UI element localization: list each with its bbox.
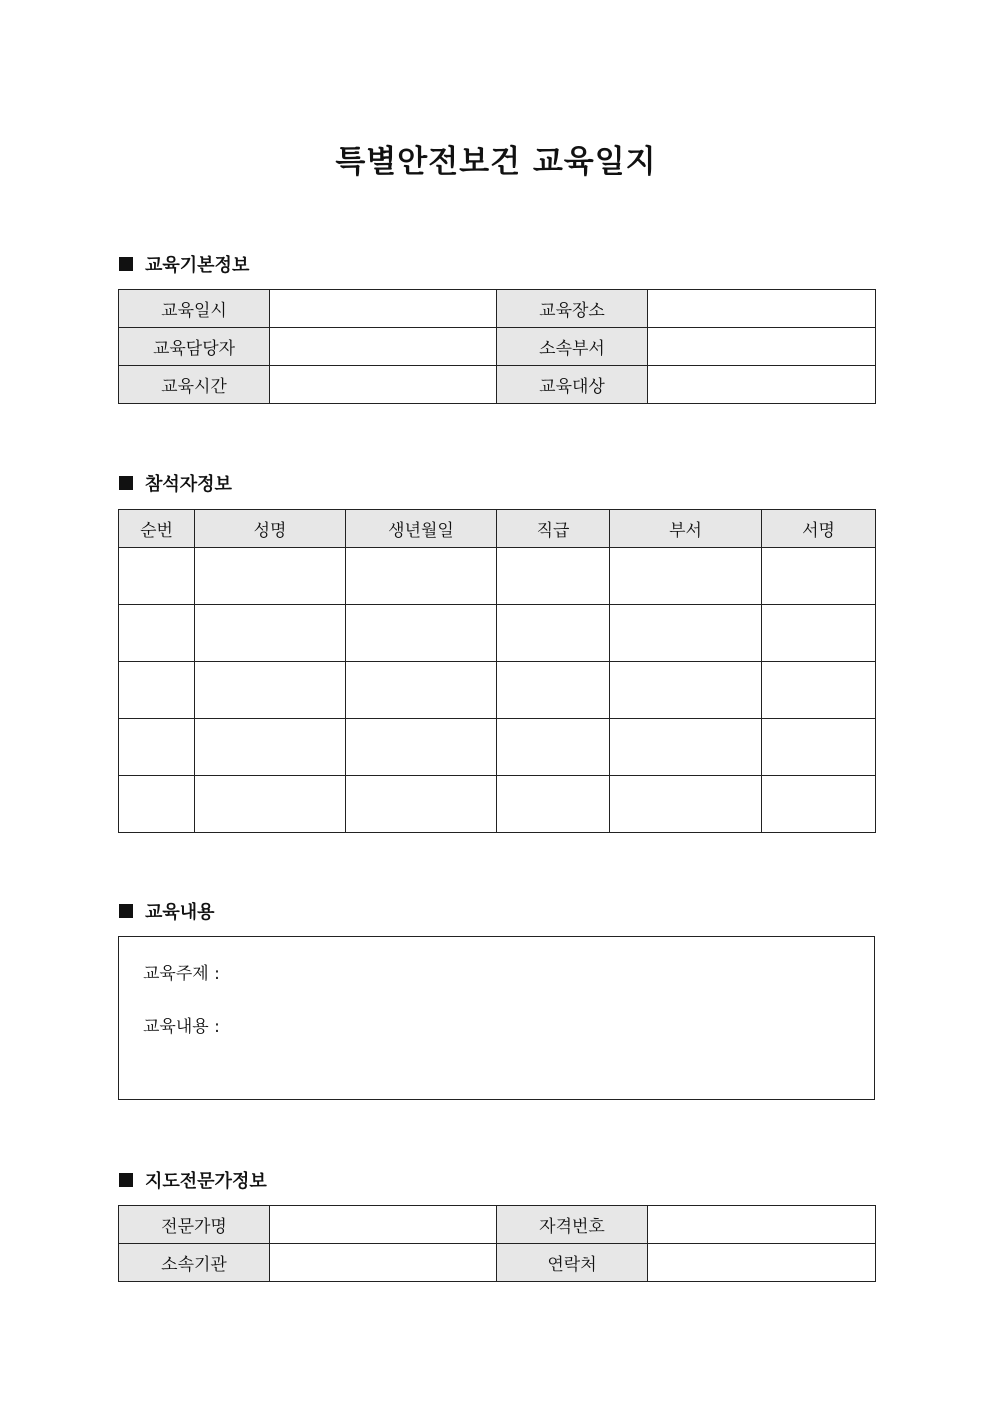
label-edu-target: 교육대상 bbox=[497, 366, 648, 404]
cell-name[interactable] bbox=[195, 719, 346, 776]
header-birthdate: 생년월일 bbox=[346, 510, 497, 548]
cell-department[interactable] bbox=[610, 662, 762, 719]
label-edu-time: 교육시간 bbox=[119, 366, 270, 404]
label-department: 소속부서 bbox=[497, 328, 648, 366]
table-row bbox=[119, 719, 876, 776]
table-row bbox=[119, 776, 876, 833]
field-expert-name[interactable] bbox=[270, 1206, 497, 1244]
section-content-title: 교육내용 bbox=[145, 902, 215, 923]
table-row bbox=[119, 290, 876, 328]
label-edu-datetime: 교육일시 bbox=[119, 290, 270, 328]
section-attendees-title: 참석자정보 bbox=[145, 474, 232, 495]
label-contact: 연락처 bbox=[497, 1244, 648, 1282]
content-box[interactable] bbox=[118, 936, 875, 1100]
cell-birthdate[interactable] bbox=[346, 776, 497, 833]
cell-position[interactable] bbox=[497, 548, 610, 605]
basic-info-table bbox=[118, 289, 876, 404]
cell-birthdate[interactable] bbox=[346, 719, 497, 776]
cell-position[interactable] bbox=[497, 662, 610, 719]
cell-position[interactable] bbox=[497, 605, 610, 662]
header-signature: 서명 bbox=[762, 510, 876, 548]
section-expert-title: 지도전문가정보 bbox=[145, 1171, 267, 1192]
field-department[interactable] bbox=[648, 328, 876, 366]
attendees-table bbox=[118, 509, 876, 833]
cell-number[interactable] bbox=[119, 776, 195, 833]
field-edu-place[interactable] bbox=[648, 290, 876, 328]
table-row bbox=[119, 1206, 876, 1244]
field-license-number[interactable] bbox=[648, 1206, 876, 1244]
square-bullet-icon bbox=[119, 1173, 133, 1187]
table-row bbox=[119, 328, 876, 366]
square-bullet-icon bbox=[119, 257, 133, 271]
header-position: 직급 bbox=[497, 510, 610, 548]
table-header-row bbox=[119, 510, 876, 548]
table-row bbox=[119, 605, 876, 662]
label-license-number: 자격번호 bbox=[497, 1206, 648, 1244]
field-edu-manager[interactable] bbox=[270, 328, 497, 366]
header-department: 부서 bbox=[610, 510, 762, 548]
section-basic-info-header bbox=[119, 251, 249, 277]
cell-signature[interactable] bbox=[762, 662, 876, 719]
section-attendees-header bbox=[119, 470, 232, 496]
cell-number[interactable] bbox=[119, 548, 195, 605]
cell-name[interactable] bbox=[195, 605, 346, 662]
content-label: 교육내용 : bbox=[143, 1017, 220, 1037]
section-expert-header bbox=[119, 1167, 267, 1193]
cell-signature[interactable] bbox=[762, 605, 876, 662]
label-expert-name: 전문가명 bbox=[119, 1206, 270, 1244]
document-title: 특별안전보건 교육일지 bbox=[335, 144, 657, 180]
cell-name[interactable] bbox=[195, 548, 346, 605]
label-edu-manager: 교육담당자 bbox=[119, 328, 270, 366]
cell-number[interactable] bbox=[119, 605, 195, 662]
section-basic-info-title: 교육기본정보 bbox=[145, 255, 250, 276]
header-name: 성명 bbox=[195, 510, 346, 548]
cell-department[interactable] bbox=[610, 776, 762, 833]
cell-birthdate[interactable] bbox=[346, 548, 497, 605]
cell-signature[interactable] bbox=[762, 776, 876, 833]
section-content-header bbox=[119, 898, 215, 924]
field-contact[interactable] bbox=[648, 1244, 876, 1282]
table-row bbox=[119, 1244, 876, 1282]
cell-position[interactable] bbox=[497, 719, 610, 776]
topic-label: 교육주제 : bbox=[143, 964, 220, 984]
cell-department[interactable] bbox=[610, 548, 762, 605]
field-affiliation[interactable] bbox=[270, 1244, 497, 1282]
header-number: 순번 bbox=[119, 510, 195, 548]
cell-name[interactable] bbox=[195, 662, 346, 719]
cell-signature[interactable] bbox=[762, 719, 876, 776]
label-edu-place: 교육장소 bbox=[497, 290, 648, 328]
cell-position[interactable] bbox=[497, 776, 610, 833]
field-edu-time[interactable] bbox=[270, 366, 497, 404]
table-row bbox=[119, 548, 876, 605]
square-bullet-icon bbox=[119, 476, 133, 490]
field-edu-datetime[interactable] bbox=[270, 290, 497, 328]
cell-number[interactable] bbox=[119, 662, 195, 719]
field-edu-target[interactable] bbox=[648, 366, 876, 404]
square-bullet-icon bbox=[119, 904, 133, 918]
cell-number[interactable] bbox=[119, 719, 195, 776]
cell-birthdate[interactable] bbox=[346, 662, 497, 719]
cell-name[interactable] bbox=[195, 776, 346, 833]
table-row bbox=[119, 366, 876, 404]
cell-department[interactable] bbox=[610, 719, 762, 776]
expert-info-table bbox=[118, 1205, 876, 1282]
cell-birthdate[interactable] bbox=[346, 605, 497, 662]
table-row bbox=[119, 662, 876, 719]
cell-department[interactable] bbox=[610, 605, 762, 662]
label-affiliation: 소속기관 bbox=[119, 1244, 270, 1282]
cell-signature[interactable] bbox=[762, 548, 876, 605]
